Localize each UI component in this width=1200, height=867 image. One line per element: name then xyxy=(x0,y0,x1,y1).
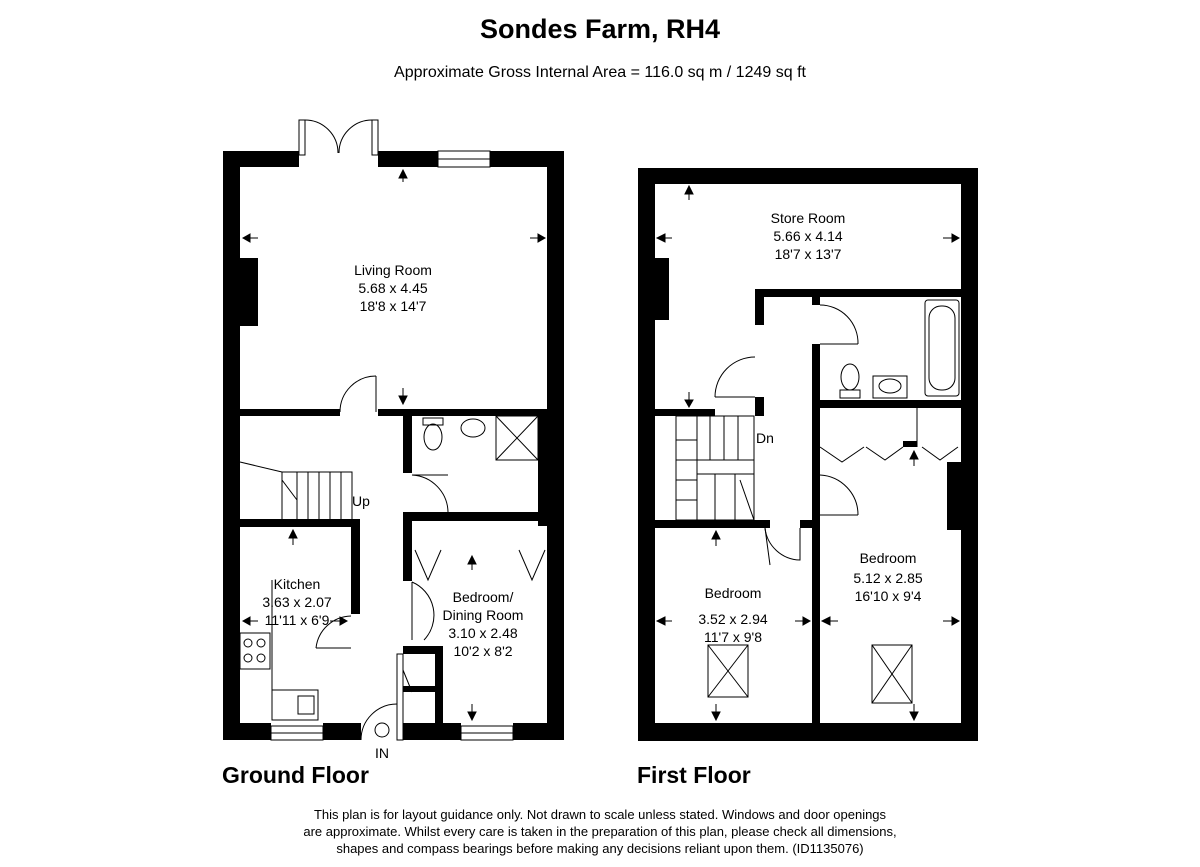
first-chimney-breast-2 xyxy=(947,462,961,530)
plan-title: Sondes Farm, RH4 xyxy=(479,14,721,44)
store-room-imperial: 18'7 x 13'7 xyxy=(774,246,842,262)
ground-chimney-breast xyxy=(240,258,258,326)
bedroom-dining-name-1: Bedroom/ xyxy=(452,589,514,605)
first-stair-label: Dn xyxy=(756,430,774,446)
store-room-metric: 5.66 x 4.14 xyxy=(773,228,843,244)
ground-wall-right xyxy=(547,151,564,740)
bedroom-right-name: Bedroom xyxy=(859,550,917,566)
bedroom-left-name: Bedroom xyxy=(704,585,762,601)
ground-floor-label: Ground Floor xyxy=(222,762,369,788)
entrance-label: IN xyxy=(375,745,389,761)
kitchen-name: Kitchen xyxy=(273,576,321,592)
first-wall-left xyxy=(638,168,655,741)
living-room-name: Living Room xyxy=(354,262,432,278)
first-floor-labels xyxy=(698,210,922,645)
gross-area: Approximate Gross Internal Area = 116.0 sq m / 1249 sq ft xyxy=(394,64,806,81)
ground-wall-left xyxy=(223,151,240,740)
store-room-name: Store Room xyxy=(770,210,846,226)
ground-wall-bottom-4 xyxy=(513,723,564,740)
disclaimer xyxy=(0,806,1200,857)
first-wall-bottom xyxy=(638,723,978,741)
bedroom-left-imperial: 11'7 x 9'8 xyxy=(703,629,763,645)
living-room-imperial: 18'8 x 14'7 xyxy=(359,298,427,314)
bedroom-right-metric: 5.12 x 2.85 xyxy=(853,570,923,586)
first-dimension-arrows xyxy=(657,186,959,720)
ground-stair-label: Up xyxy=(352,493,370,509)
ground-wall-bottom-3 xyxy=(403,723,461,740)
kitchen-imperial: 11'11 x 6'9 xyxy=(264,612,330,628)
ground-floor-labels xyxy=(262,262,523,761)
disclaimer-line-1: This plan is for layout guidance only. Not drawn to scale unless stated. Windows and door openings xyxy=(313,807,887,822)
ground-wall-bottom-1 xyxy=(223,723,271,740)
ground-floor-plan xyxy=(223,151,564,740)
first-wall-top xyxy=(638,168,978,184)
ground-wall-top-left xyxy=(223,151,299,167)
ground-wall-bottom-2 xyxy=(323,723,361,740)
bedroom-dining-metric: 3.10 x 2.48 xyxy=(448,625,518,641)
bedroom-dining-imperial: 10'2 x 8'2 xyxy=(453,643,513,659)
disclaimer-line-3: shapes and compass bearings before making any decisions reliant upon them. (ID1135076) xyxy=(336,841,864,856)
kitchen-metric: 3.63 x 2.07 xyxy=(262,594,332,610)
bedroom-right-imperial: 16'10 x 9'4 xyxy=(854,588,922,604)
first-floor-label: First Floor xyxy=(637,762,751,788)
first-chimney-breast xyxy=(655,258,669,320)
living-room-metric: 5.68 x 4.45 xyxy=(358,280,428,296)
bedroom-dining-name-2: Dining Room xyxy=(442,607,524,623)
first-wall-right xyxy=(961,168,978,741)
bedroom-left-metric: 3.52 x 2.94 xyxy=(698,611,768,627)
disclaimer-line-2: are approximate. Whilst every care is taken in the preparation of this plan, please check all dimensions, xyxy=(303,824,897,839)
